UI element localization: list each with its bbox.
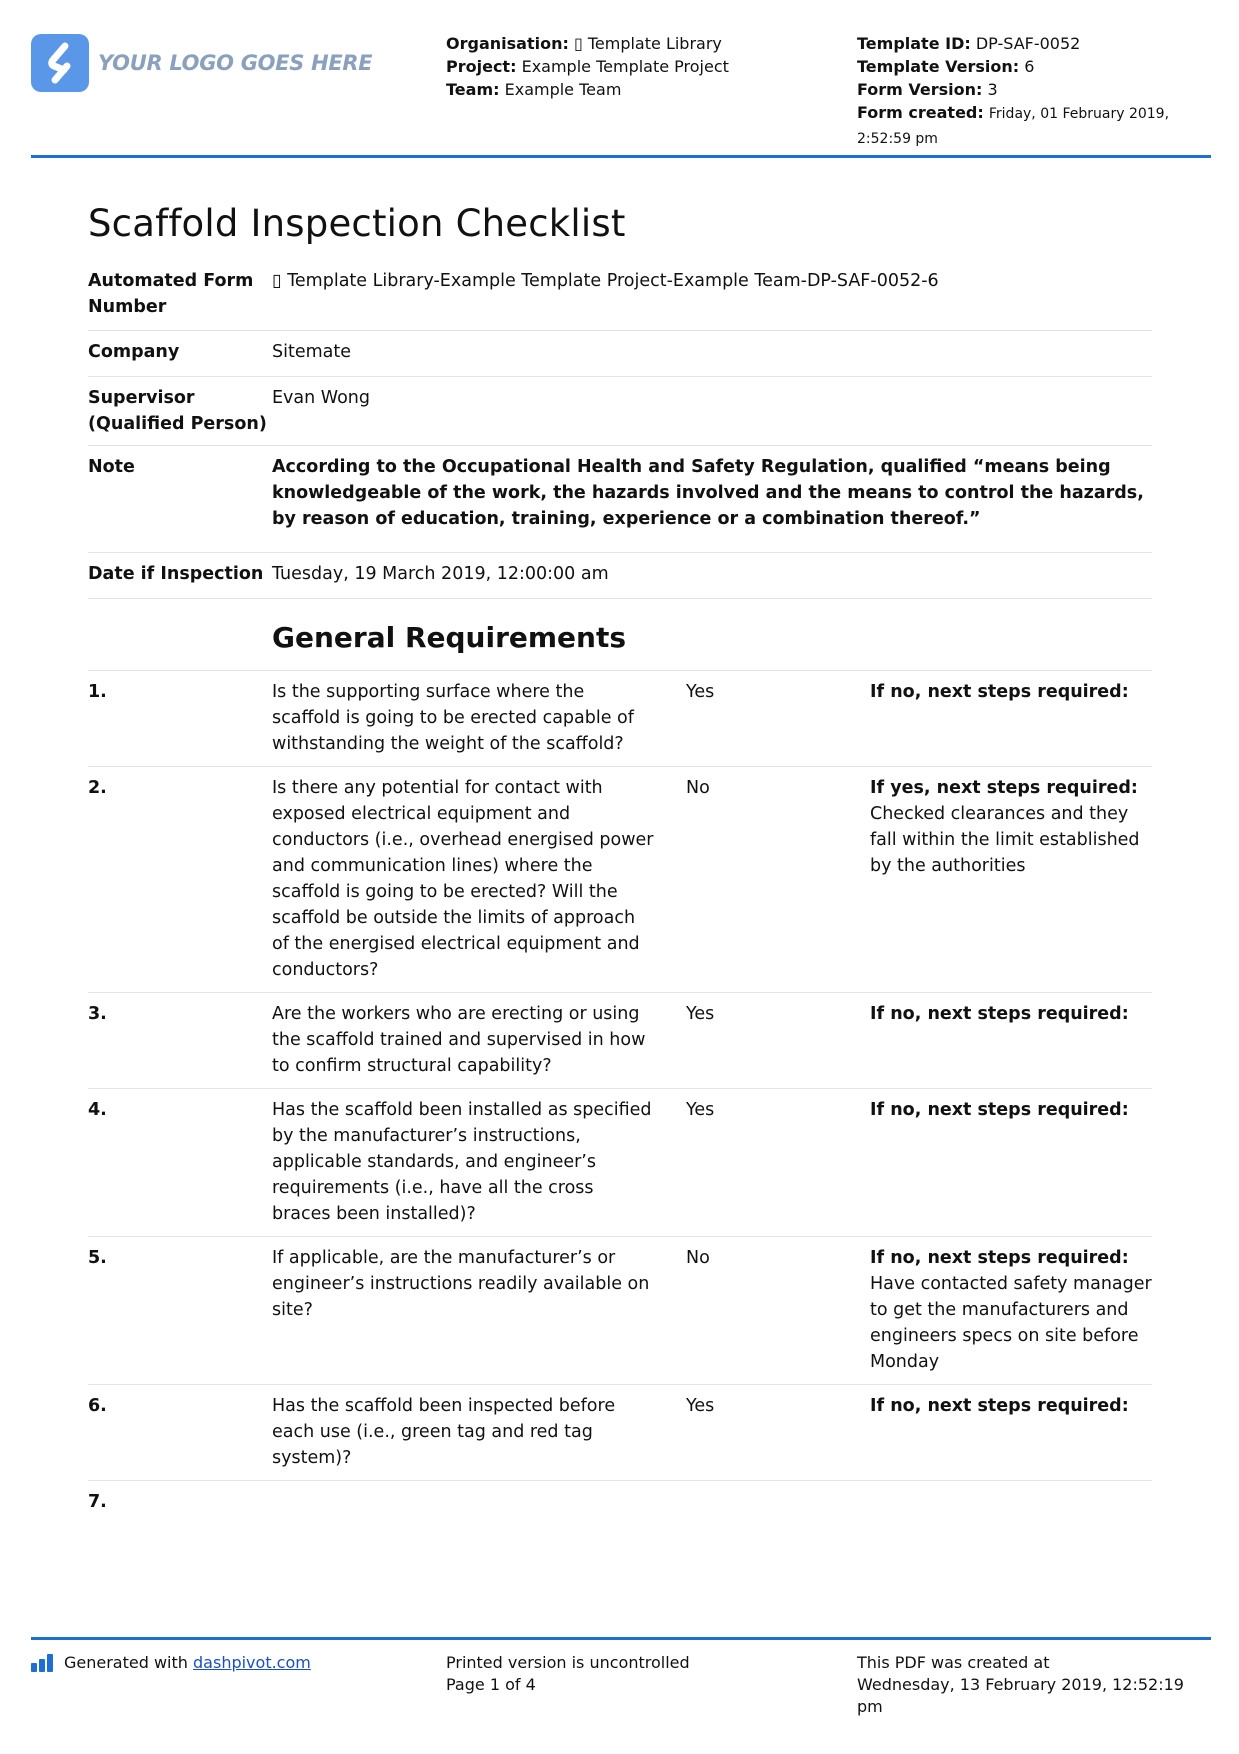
question-answer: Yes	[686, 682, 715, 702]
question-number: 7.	[88, 1492, 107, 1512]
question-number: 6.	[88, 1396, 107, 1416]
next-steps-label: If yes, next steps required:	[870, 778, 1138, 798]
question-number: 3.	[88, 1004, 107, 1024]
page-title: Scaffold Inspection Checklist	[88, 202, 626, 245]
question-answer: Yes	[686, 1396, 715, 1416]
template-version-value: 6	[1024, 57, 1035, 76]
question-number: 1.	[88, 682, 107, 702]
question-answer: No	[686, 1248, 710, 1268]
question-row	[88, 1237, 1152, 1385]
next-steps-label: If no, next steps required:	[870, 1396, 1129, 1416]
next-steps-label: If no, next steps required:	[870, 682, 1129, 702]
form-version-label: Form Version:	[857, 80, 983, 99]
footer-divider	[31, 1637, 1211, 1640]
field-value: Tuesday, 19 March 2019, 12:00:00 am	[272, 564, 609, 584]
pdf-created-date: Wednesday, 13 February 2019, 12:52:19 pm	[857, 1675, 1184, 1716]
next-steps	[870, 679, 1152, 757]
field-value: ▯ Template Library-Example Template Project-Example Team-DP-SAF-0052-6	[272, 271, 939, 291]
next-steps-value: Checked clearances and they fall within the limit established by the authorities	[870, 804, 1140, 876]
field-value: Evan Wong	[272, 388, 370, 408]
logo-icon	[31, 34, 89, 92]
question-text: Is there any potential for contact with exposed electrical equipment and conductors (i.e., overhead energised power and communication lines) where the scaffold is going to be erected? Will the scaffold be outside the limits of approach of the energised electrical equipment and conductors?	[272, 778, 654, 980]
field-row-form-number	[88, 268, 1152, 331]
question-row	[88, 993, 1152, 1089]
question-answer: No	[686, 778, 710, 798]
next-steps-label: If no, next steps required:	[870, 1248, 1129, 1268]
form-created-value: Friday, 01 February 2019, 2:52:59 pm	[857, 106, 1170, 147]
field-value: Sitemate	[272, 342, 351, 362]
question-row	[88, 1385, 1152, 1481]
dashpivot-bars-icon	[31, 1654, 55, 1672]
section-general-requirements	[88, 599, 1152, 671]
question-text: Are the workers who are erecting or using the scaffold trained and supervised in how to confirm structural capability?	[272, 1004, 646, 1076]
form-created-label: Form created:	[857, 103, 984, 122]
question-row	[88, 1089, 1152, 1237]
next-steps	[870, 1393, 1152, 1471]
template-version-label: Template Version:	[857, 57, 1020, 76]
question-row	[88, 767, 1152, 993]
question-text: If applicable, are the manufacturer’s or engineer’s instructions readily available on site?	[272, 1248, 650, 1320]
pdf-created-label: This PDF was created at	[857, 1653, 1050, 1672]
organisation-label: Organisation:	[446, 34, 569, 53]
footer-printed	[446, 1652, 690, 1696]
form-version-value: 3	[987, 80, 998, 99]
next-steps-label: If no, next steps required:	[870, 1100, 1129, 1120]
team-label: Team:	[446, 80, 500, 99]
dashpivot-link[interactable]: dashpivot.com	[193, 1653, 311, 1672]
question-text: Is the supporting surface where the scaffold is going to be erected capable of withstanding the weight of the scaffold?	[272, 682, 634, 754]
next-steps	[870, 775, 1152, 983]
field-label: Supervisor (Qualified Person)	[88, 388, 267, 434]
field-row-note	[88, 446, 1152, 553]
field-row-company	[88, 331, 1152, 377]
footer-generated	[31, 1652, 311, 1674]
next-steps-value: Have contacted safety manager to get the manufacturers and engineers specs on site before Monday	[870, 1274, 1152, 1372]
project-label: Project:	[446, 57, 517, 76]
question-answer: Yes	[686, 1100, 715, 1120]
project-value: Example Template Project	[521, 57, 729, 76]
question-number: 4.	[88, 1100, 107, 1120]
field-label: Automated Form Number	[88, 271, 254, 317]
question-answer: Yes	[686, 1004, 715, 1024]
field-value: According to the Occupational Health and Safety Regulation, qualified “means being knowledgeable of the work, the hazards involved and the means to control the hazards, by reason of education, training, experience or a combination thereof.”	[272, 457, 1144, 529]
next-steps	[870, 1489, 1152, 1515]
generated-prefix: Generated with	[64, 1653, 188, 1672]
page-header	[31, 28, 1209, 156]
field-label: Date if Inspection	[88, 564, 264, 584]
printed-notice: Printed version is uncontrolled	[446, 1653, 690, 1672]
question-text: Has the scaffold been inspected before each use (i.e., green tag and red tag system)?	[272, 1396, 616, 1468]
next-steps-label: If no, next steps required:	[870, 1004, 1129, 1024]
question-text: Has the scaffold been installed as specified by the manufacturer’s instructions, applicable standards, and engineer’s requirements (i.e., have all the cross braces been installed)?	[272, 1100, 652, 1224]
logo-text: YOUR LOGO GOES HERE	[98, 51, 373, 75]
company-logo	[31, 34, 372, 92]
question-text	[272, 1489, 686, 1515]
page-number: Page 1 of 4	[446, 1675, 536, 1694]
field-row-date	[88, 553, 1152, 599]
section-title: General Requirements	[272, 621, 627, 654]
next-steps	[870, 1245, 1152, 1375]
header-meta-right	[857, 32, 1207, 151]
question-answer	[686, 1489, 870, 1515]
footer-created	[857, 1652, 1207, 1718]
question-number: 5.	[88, 1248, 107, 1268]
question-number: 2.	[88, 778, 107, 798]
question-row	[88, 671, 1152, 767]
next-steps	[870, 1097, 1152, 1227]
inspection-form	[88, 268, 1152, 1515]
template-id-label: Template ID:	[857, 34, 971, 53]
organisation-value: ▯ Template Library	[573, 34, 722, 53]
team-value: Example Team	[504, 80, 622, 99]
next-steps	[870, 1001, 1152, 1079]
header-divider	[31, 155, 1211, 158]
field-label: Note	[88, 457, 135, 477]
template-id-value: DP-SAF-0052	[975, 34, 1081, 53]
field-row-supervisor	[88, 377, 1152, 446]
question-row	[88, 1481, 1152, 1515]
field-label: Company	[88, 342, 180, 362]
header-meta-left	[446, 32, 729, 101]
